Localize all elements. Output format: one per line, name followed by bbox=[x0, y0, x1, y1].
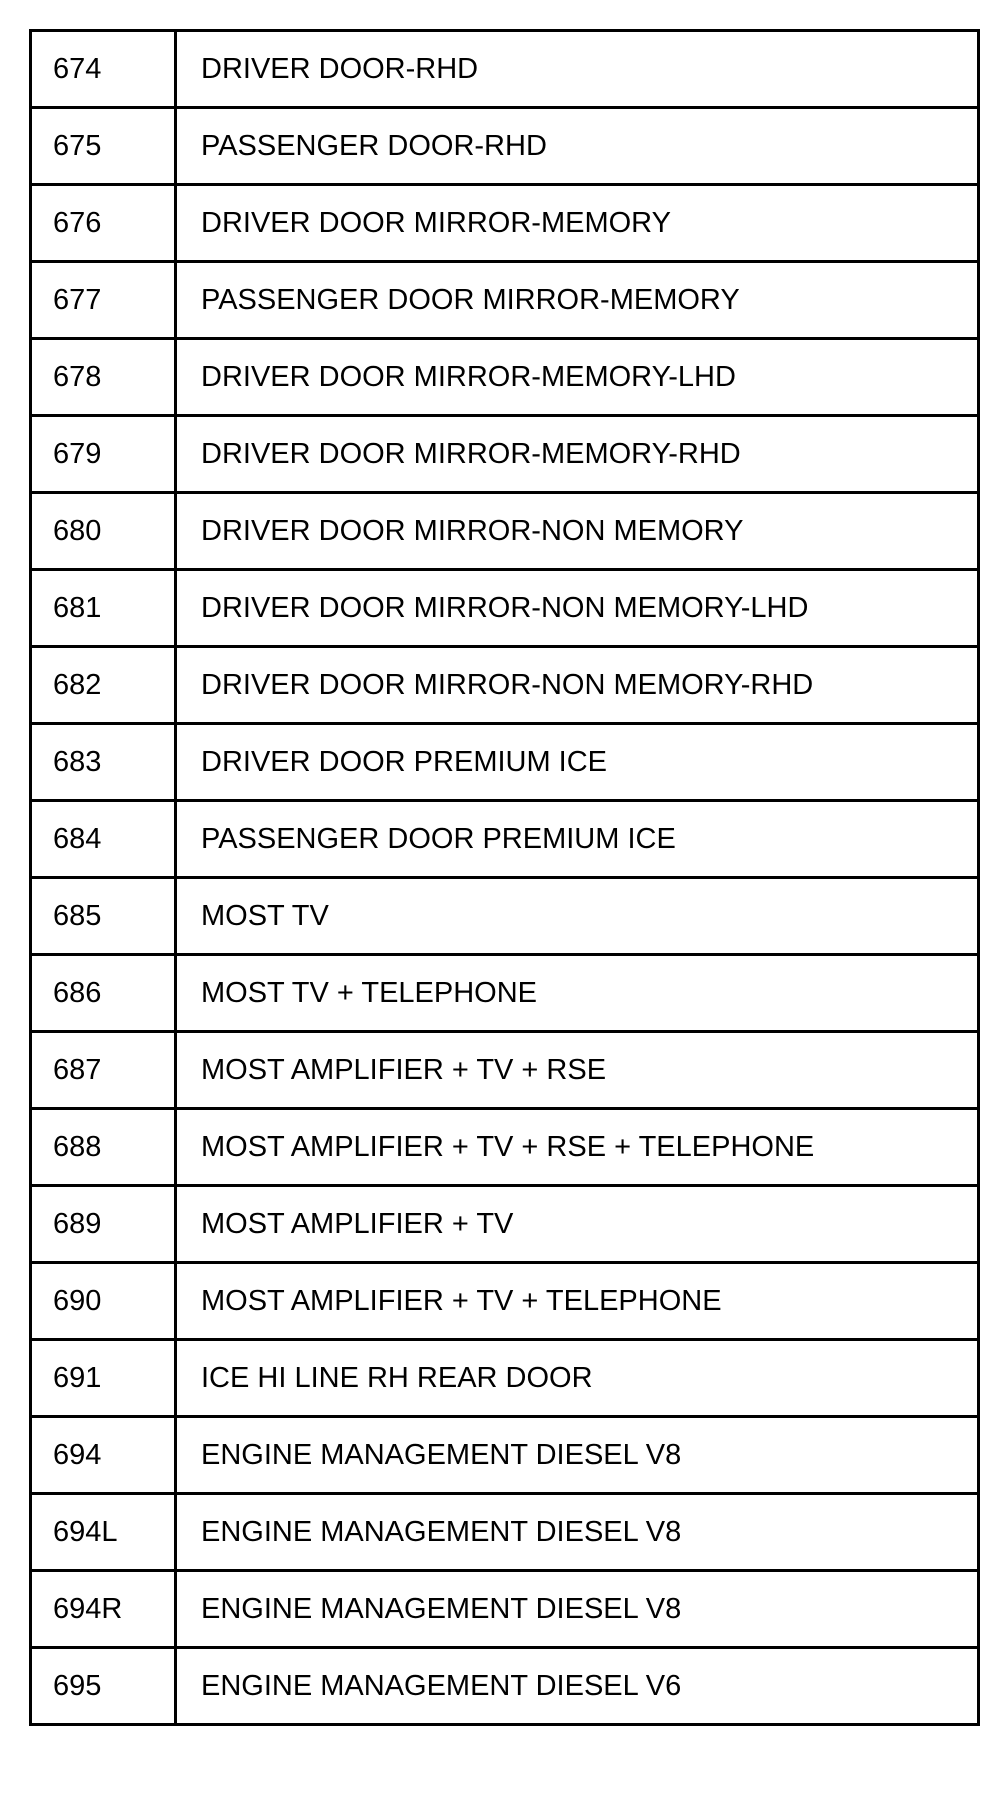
row-description: ENGINE MANAGEMENT DIESEL V8 bbox=[176, 1417, 979, 1494]
row-code: 682 bbox=[31, 647, 176, 724]
table-row bbox=[31, 185, 979, 262]
row-code: 686 bbox=[31, 955, 176, 1032]
row-code: 694L bbox=[31, 1494, 176, 1571]
row-description: MOST AMPLIFIER + TV bbox=[176, 1186, 979, 1263]
row-code: 674 bbox=[31, 31, 176, 108]
row-code: 687 bbox=[31, 1032, 176, 1109]
table-body bbox=[31, 31, 979, 1725]
table-row bbox=[31, 878, 979, 955]
row-description: PASSENGER DOOR-RHD bbox=[176, 108, 979, 185]
table-row bbox=[31, 493, 979, 570]
row-description: MOST AMPLIFIER + TV + RSE bbox=[176, 1032, 979, 1109]
table-row bbox=[31, 1032, 979, 1109]
row-description: DRIVER DOOR MIRROR-MEMORY bbox=[176, 185, 979, 262]
row-code: 694 bbox=[31, 1417, 176, 1494]
table-container bbox=[29, 29, 980, 1726]
table-row bbox=[31, 1186, 979, 1263]
table-row bbox=[31, 1417, 979, 1494]
row-description: DRIVER DOOR PREMIUM ICE bbox=[176, 724, 979, 801]
row-code: 675 bbox=[31, 108, 176, 185]
table-row bbox=[31, 647, 979, 724]
row-code: 680 bbox=[31, 493, 176, 570]
row-code: 688 bbox=[31, 1109, 176, 1186]
row-code: 678 bbox=[31, 339, 176, 416]
row-code: 691 bbox=[31, 1340, 176, 1417]
table-row bbox=[31, 262, 979, 339]
row-description: DRIVER DOOR-RHD bbox=[176, 31, 979, 108]
table-row bbox=[31, 1340, 979, 1417]
row-code: 685 bbox=[31, 878, 176, 955]
table-row bbox=[31, 108, 979, 185]
row-description: PASSENGER DOOR PREMIUM ICE bbox=[176, 801, 979, 878]
row-description: ICE HI LINE RH REAR DOOR bbox=[176, 1340, 979, 1417]
table-row bbox=[31, 31, 979, 108]
row-code: 684 bbox=[31, 801, 176, 878]
table-row bbox=[31, 416, 979, 493]
table-row bbox=[31, 801, 979, 878]
row-description: MOST TV bbox=[176, 878, 979, 955]
row-code: 679 bbox=[31, 416, 176, 493]
row-description: ENGINE MANAGEMENT DIESEL V8 bbox=[176, 1494, 979, 1571]
code-description-table bbox=[29, 29, 980, 1726]
row-code: 689 bbox=[31, 1186, 176, 1263]
row-description: PASSENGER DOOR MIRROR-MEMORY bbox=[176, 262, 979, 339]
table-row bbox=[31, 955, 979, 1032]
row-code: 677 bbox=[31, 262, 176, 339]
row-description: DRIVER DOOR MIRROR-MEMORY-RHD bbox=[176, 416, 979, 493]
row-code: 681 bbox=[31, 570, 176, 647]
row-description: MOST AMPLIFIER + TV + RSE + TELEPHONE bbox=[176, 1109, 979, 1186]
table-row bbox=[31, 1109, 979, 1186]
row-description: MOST AMPLIFIER + TV + TELEPHONE bbox=[176, 1263, 979, 1340]
row-code: 676 bbox=[31, 185, 176, 262]
table-row bbox=[31, 1494, 979, 1571]
table-row bbox=[31, 1571, 979, 1648]
row-code: 694R bbox=[31, 1571, 176, 1648]
table-row bbox=[31, 570, 979, 647]
table-row bbox=[31, 339, 979, 416]
row-description: ENGINE MANAGEMENT DIESEL V6 bbox=[176, 1648, 979, 1725]
row-description: DRIVER DOOR MIRROR-NON MEMORY bbox=[176, 493, 979, 570]
row-description: DRIVER DOOR MIRROR-MEMORY-LHD bbox=[176, 339, 979, 416]
row-description: DRIVER DOOR MIRROR-NON MEMORY-RHD bbox=[176, 647, 979, 724]
row-code: 690 bbox=[31, 1263, 176, 1340]
row-description: MOST TV + TELEPHONE bbox=[176, 955, 979, 1032]
table-row bbox=[31, 724, 979, 801]
row-code: 695 bbox=[31, 1648, 176, 1725]
row-description: ENGINE MANAGEMENT DIESEL V8 bbox=[176, 1571, 979, 1648]
row-code: 683 bbox=[31, 724, 176, 801]
row-description: DRIVER DOOR MIRROR-NON MEMORY-LHD bbox=[176, 570, 979, 647]
table-row bbox=[31, 1648, 979, 1725]
table-row bbox=[31, 1263, 979, 1340]
